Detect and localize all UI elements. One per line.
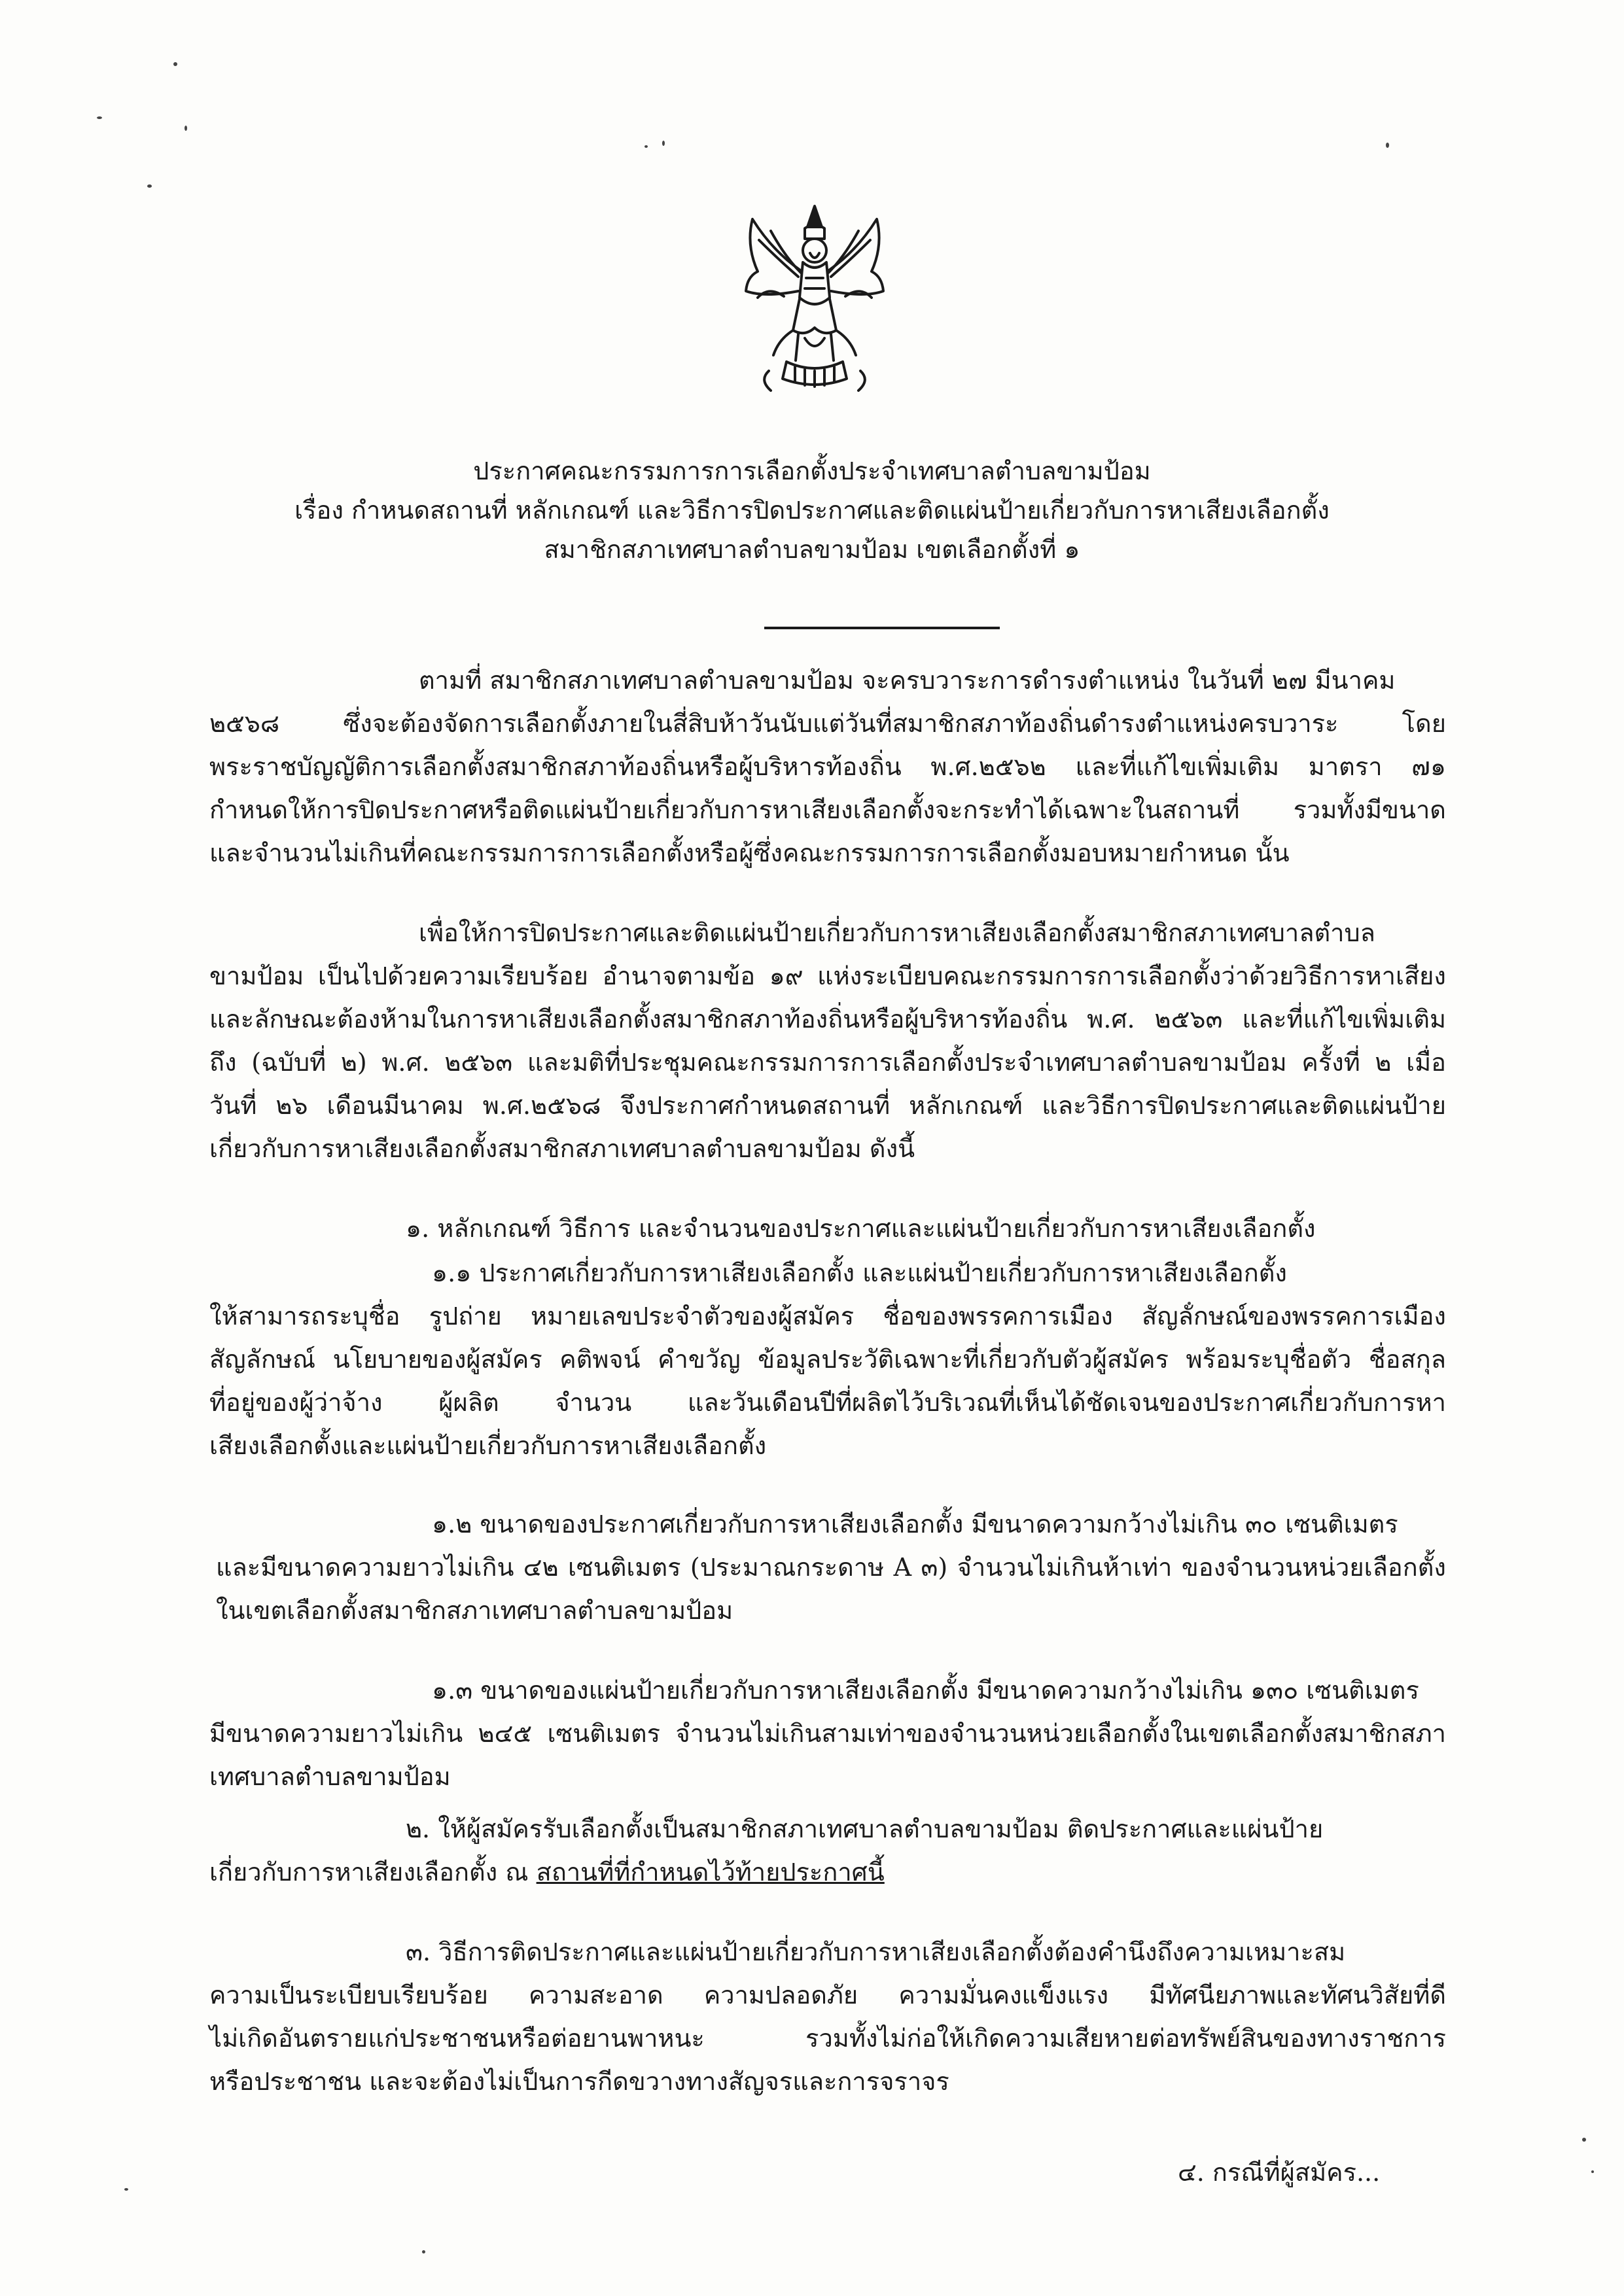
section-heading: ๑. หลักเกณฑ์ วิธีการ และจำนวนของประกาศและแผ่นป้ายเกี่ยวกับการหาเสียงเลือกตั้ง [406, 1214, 1316, 1243]
clause-line: ให้สามารถระบุชื่อ รูปถ่าย หมายเลขประจำตัวของผู้สมัคร ชื่อของพรรคการเมือง สัญลักษณ์ของพรรคการเมือง [209, 1302, 1446, 1331]
section-line: ๒. ให้ผู้สมัครรับเลือกตั้งเป็นสมาชิกสภาเทศบาลตำบลขามป้อม ติดประกาศและแผ่นป้าย [406, 1815, 1324, 1843]
scan-speck [147, 184, 152, 188]
clause-line: ๑.๒ ขนาดของประกาศเกี่ยวกับการหาเสียงเลือกตั้ง มีขนาดความกว้างไม่เกิน ๓๐ เซนติเมตร [432, 1510, 1398, 1539]
heading-divider [764, 627, 1000, 629]
announcement-heading [196, 451, 1428, 569]
paragraph-line: และลักษณะต้องห้ามในการหาเสียงเลือกตั้งสมาชิกสภาท้องถิ่นหรือผู้บริหารท้องถิ่น พ.ศ. ๒๕๖๓ และที่แก้ไขเพิ่มเติม [209, 1005, 1446, 1034]
clause-line: เทศบาลตำบลขามป้อม [209, 1762, 451, 1791]
section-line: ๓. วิธีการติดประกาศและแผ่นป้ายเกี่ยวกับการหาเสียงเลือกตั้งต้องคำนึงถึงความเหมาะสม [406, 1938, 1346, 1966]
clause-line: ๑.๓ ขนาดของแผ่นป้ายเกี่ยวกับการหาเสียงเลือกตั้ง มีขนาดความกว้างไม่เกิน ๑๓๐ เซนติเมตร [432, 1676, 1419, 1705]
paragraph-line: ๒๕๖๘ ซึ่งจะต้องจัดการเลือกตั้งภายในสี่สิบห้าวันนับแต่วันที่สมาชิกสภาท้องถิ่นดำรงตำแหน่งครบวาระ โดย [209, 709, 1446, 738]
section-line: ความเป็นระเบียบเรียบร้อย ความสะอาด ความปลอดภัย ความมั่นคงแข็งแรง มีทัศนียภาพและทัศนวิสัยที่ดี [209, 1981, 1446, 2009]
paragraph-line: ขามป้อม เป็นไปด้วยความเรียบร้อย อำนาจตามข้อ ๑๙ แห่งระเบียบคณะกรรมการการเลือกตั้งว่าด้วยวิธีการหาเสียง [209, 962, 1446, 990]
paragraph-line: ถึง (ฉบับที่ ๒) พ.ศ. ๒๕๖๓ และมติที่ประชุมคณะกรรมการการเลือกตั้งประจำเทศบาลตำบลขามป้อม ครั้งที่ ๒ เมื่อ [209, 1048, 1446, 1077]
clause-line: ในเขตเลือกตั้งสมาชิกสภาเทศบาลตำบลขามป้อม [216, 1596, 733, 1625]
heading-line: ประกาศคณะกรรมการการเลือกตั้งประจำเทศบาลตำบลขามป้อม [473, 457, 1151, 485]
clause-line: สัญลักษณ์ นโยบายของผู้สมัคร คติพจน์ คำขวัญ ข้อมูลประวัติเฉพาะที่เกี่ยวกับตัวผู้สมัคร พร้อมระบุชื่อตัว ชื่อสกุล [209, 1345, 1446, 1374]
scan-speck [185, 126, 187, 131]
scan-speck [1386, 143, 1389, 148]
scan-speck [97, 116, 102, 119]
paragraph-line: เกี่ยวกับการหาเสียงเลือกตั้งสมาชิกสภาเทศบาลตำบลขามป้อม ดังนี้ [209, 1134, 915, 1163]
paragraph-line: วันที่ ๒๖ เดือนมีนาคม พ.ศ.๒๕๖๘ จึงประกาศกำหนดสถานที่ หลักเกณฑ์ และวิธีการปิดประกาศและติดแผ่นป้าย [209, 1091, 1446, 1120]
clause-line: มีขนาดความยาวไม่เกิน ๒๔๕ เซนติเมตร จำนวนไม่เกินสามเท่าของจำนวนหน่วยเลือกตั้งในเขตเลือกตั้งสมาชิกสภา [209, 1719, 1446, 1748]
paragraph-line: และจำนวนไม่เกินที่คณะกรรมการการเลือกตั้งหรือผู้ซึ่งคณะกรรมการการเลือกตั้งมอบหมายกำหนด นั้น [209, 839, 1290, 867]
scan-speck [173, 62, 177, 66]
heading-line: สมาชิกสภาเทศบาลตำบลขามป้อม เขตเลือกตั้งที่ ๑ [544, 535, 1080, 564]
section-line [209, 1852, 1446, 1892]
scan-speck [422, 2250, 425, 2253]
scan-speck [1591, 2170, 1594, 2173]
attachment-location-link[interactable]: สถานที่ที่กำหนดไว้ท้ายประกาศนี้ [536, 1858, 885, 1887]
section-line: หรือประชาชน และจะต้องไม่เป็นการกีดขวางทางสัญจรและการจราจร [209, 2067, 949, 2096]
section-line: ไม่เกิดอันตรายแก่ประชาชนหรือต่อยานพาหนะ รวมทั้งไม่ก่อให้เกิดความเสียหายต่อทรัพย์สินของทางราชการ [209, 2024, 1446, 2053]
clause-line: ที่อยู่ของผู้ว่าจ้าง ผู้ผลิต จำนวน และวันเดือนปีที่ผลิตไว้บริเวณที่เห็นได้ชัดเจนของประกาศเกี่ยวกับการหา [209, 1388, 1446, 1417]
continuation-note: ๔. กรณีที่ผู้สมัคร... [1178, 2158, 1381, 2187]
scan-speck [1582, 2138, 1586, 2142]
garuda-emblem-icon [733, 200, 896, 396]
scan-speck [662, 141, 665, 146]
scan-speck [644, 145, 648, 148]
scan-speck [124, 2188, 128, 2191]
clause-line: ๑.๑ ประกาศเกี่ยวกับการหาเสียงเลือกตั้ง และแผ่นป้ายเกี่ยวกับการหาเสียงเลือกตั้ง [432, 1259, 1287, 1287]
heading-line: เรื่อง กำหนดสถานที่ หลักเกณฑ์ และวิธีการปิดประกาศและติดแผ่นป้ายเกี่ยวกับการหาเสียงเลือกตั้ง [294, 496, 1330, 525]
paragraph-line: เพื่อให้การปิดประกาศและติดแผ่นป้ายเกี่ยวกับการหาเสียงเลือกตั้งสมาชิกสภาเทศบาลตำบล [419, 918, 1375, 947]
clause-line: เสียงเลือกตั้งและแผ่นป้ายเกี่ยวกับการหาเสียงเลือกตั้ง [209, 1431, 767, 1460]
paragraph-line: กำหนดให้การปิดประกาศหรือติดแผ่นป้ายเกี่ยวกับการหาเสียงเลือกตั้งจะกระทำได้เฉพาะในสถานที่ รวมทั้งมีขนาด [209, 795, 1446, 824]
paragraph-line: ตามที่ สมาชิกสภาเทศบาลตำบลขามป้อม จะครบวาระการดำรงตำแหน่ง ในวันที่ ๒๗ มีนาคม [419, 666, 1396, 695]
section-text: เกี่ยวกับการหาเสียงเลือกตั้ง ณ [209, 1858, 537, 1887]
paragraph-line: พระราชบัญญัติการเลือกตั้งสมาชิกสภาท้องถิ่นหรือผู้บริหารท้องถิ่น พ.ศ.๒๕๖๒ และที่แก้ไขเพิ่มเติม มาตรา ๗๑ [209, 752, 1446, 781]
clause-line: และมีขนาดความยาวไม่เกิน ๔๒ เซนติเมตร (ประมาณกระดาษ A ๓) จำนวนไม่เกินห้าเท่า ของจำนวนหน่วยเลือกตั้ง [216, 1553, 1446, 1582]
